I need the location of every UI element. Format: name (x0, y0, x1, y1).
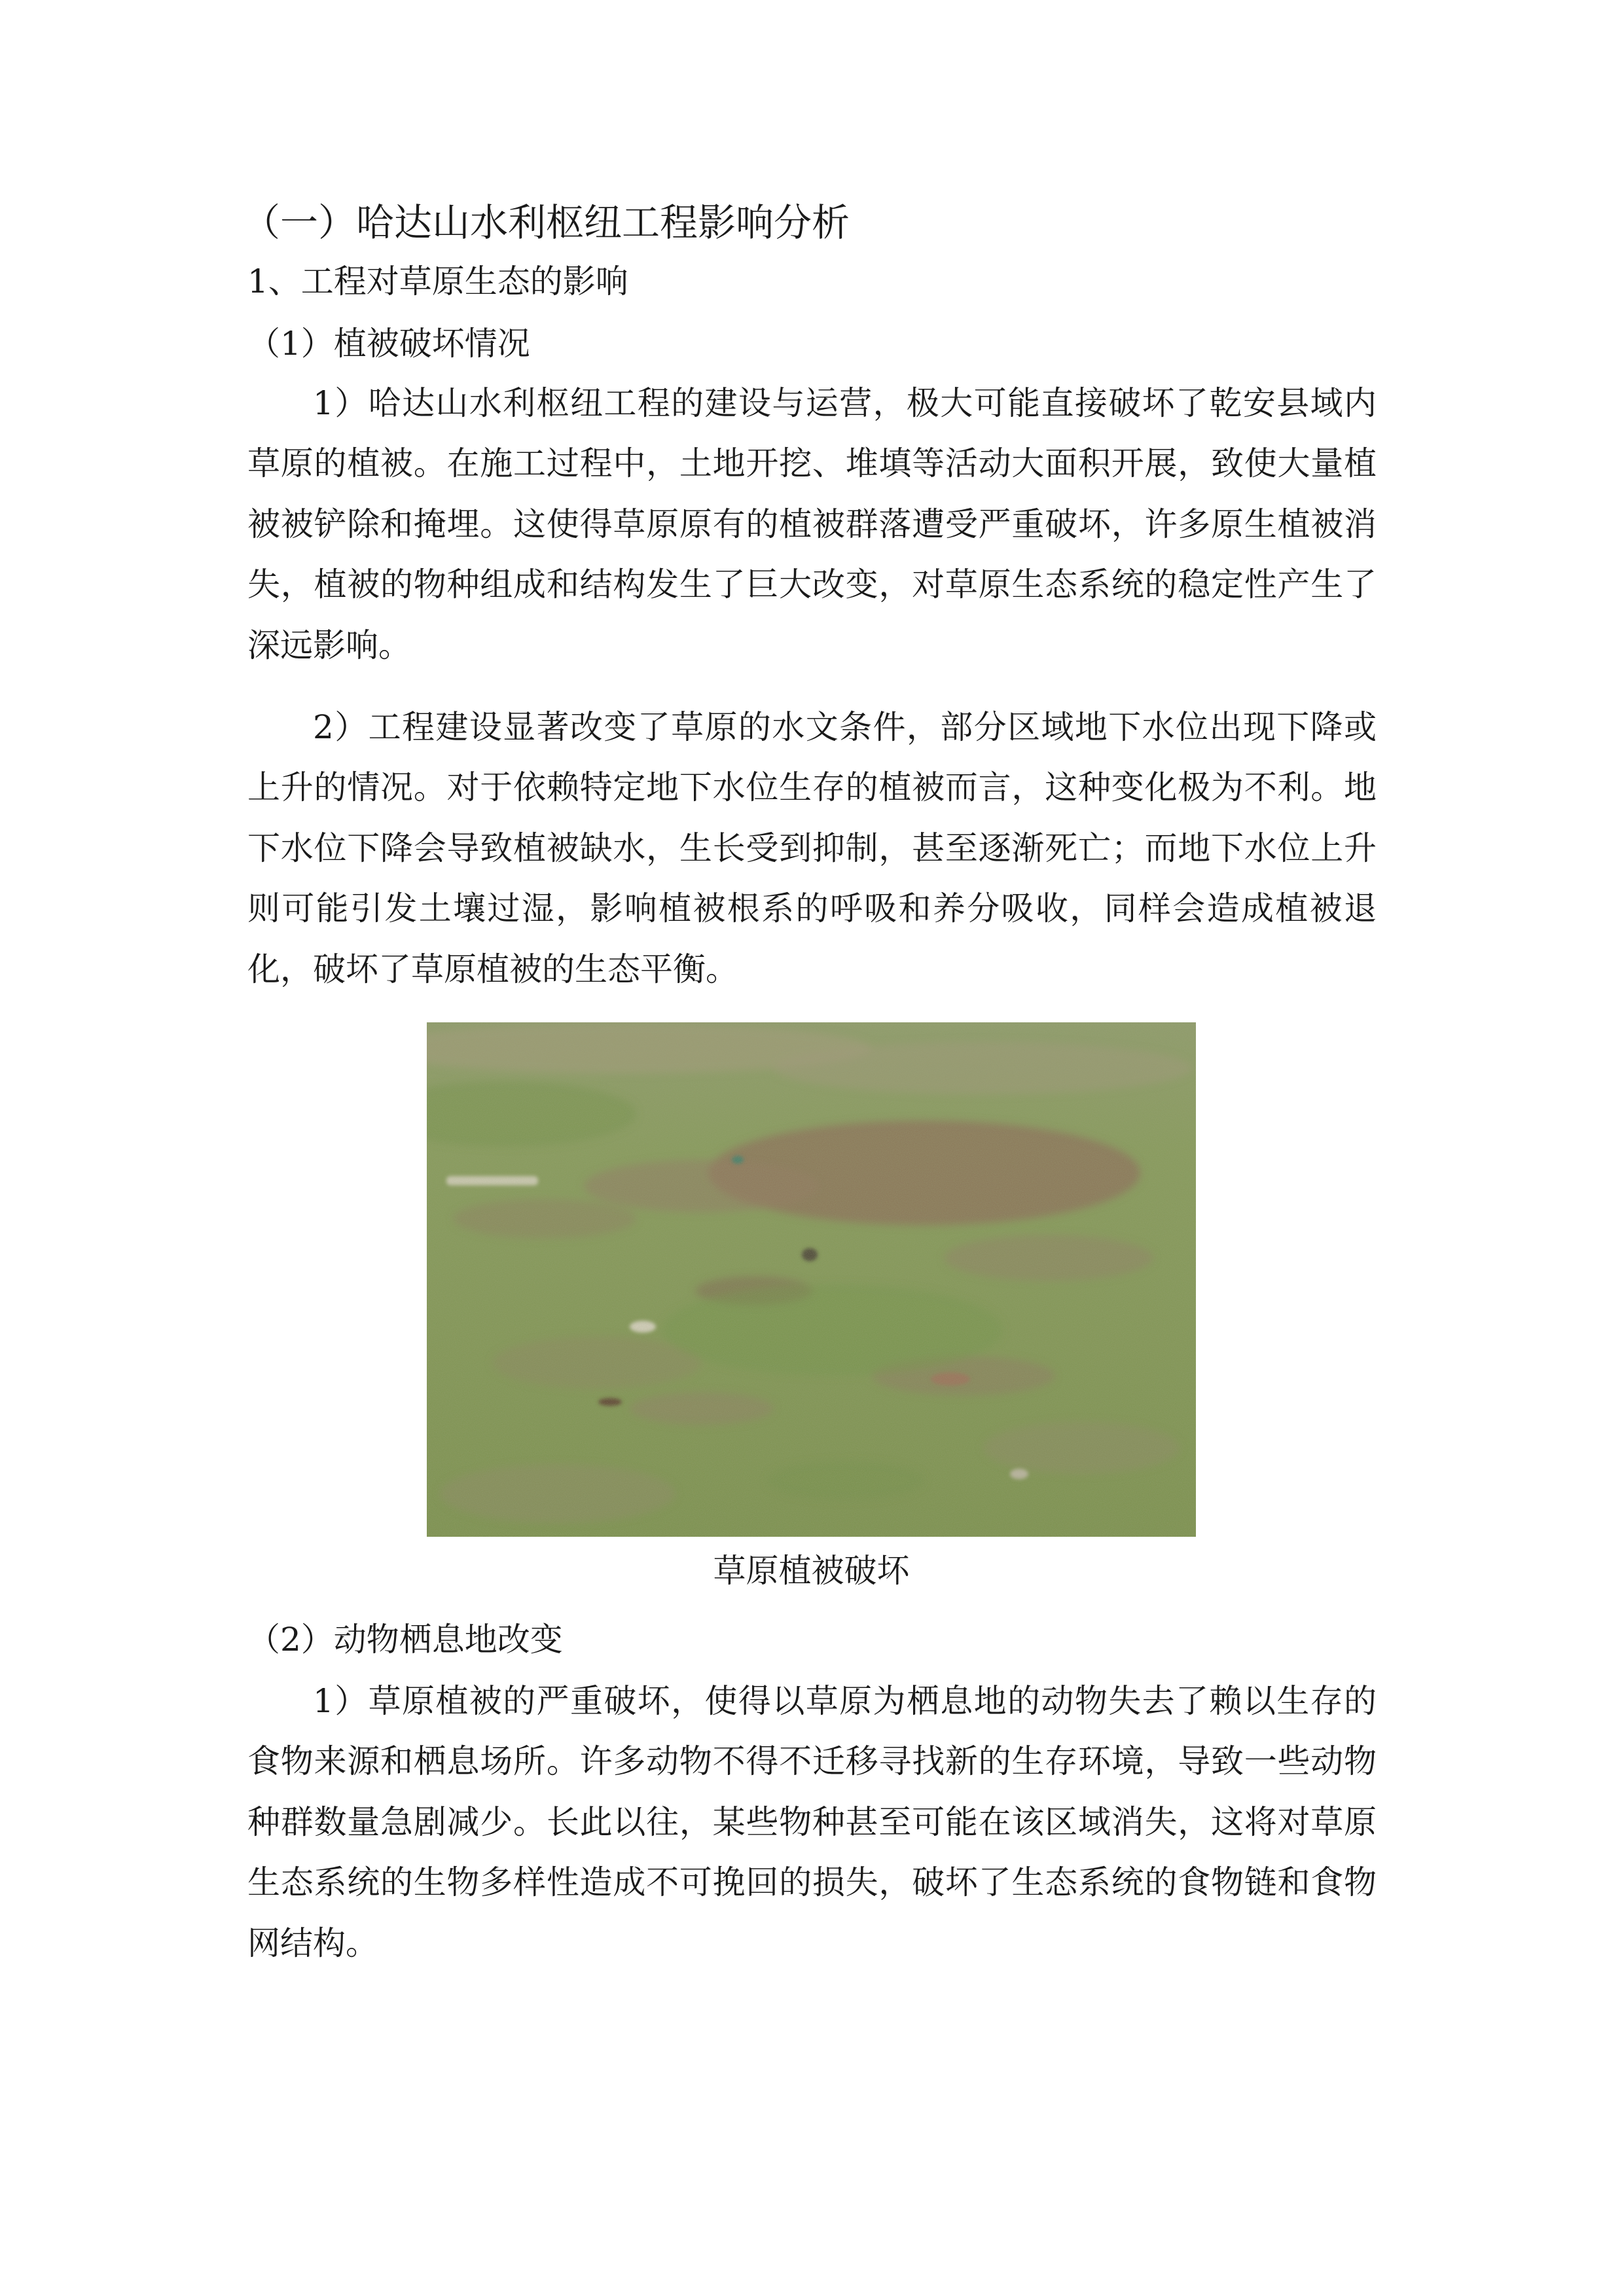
grassland-damage-photo (427, 1022, 1196, 1537)
paragraph-hydrology-change: 2）工程建设显著改变了草原的水文条件，部分区域地下水位出现下降或上升的情况。对于依赖特定地下水位生存的植被而言，这种变化极为不利。地下水位下降会导致植被缺水，生长受到抑制，甚至逐渐死亡；而地下水位上升则可能引发土壤过湿，影响植被根系的呼吸和养分吸收，同样会造成植被退化，破坏了草原植被的生态平衡。 (247, 708, 1377, 988)
section-title: （一）哈达山水利枢纽工程影响分析 (242, 200, 850, 245)
figure-caption: 草原植被破坏 (713, 1552, 910, 1590)
item-heading-habitat: （2）动物栖息地改变 (247, 1621, 563, 1659)
paragraph-habitat-change: 1）草原植被的严重破坏，使得以草原为栖息地的动物失去了赖以生存的食物来源和栖息场所。许多动物不得不迁移寻找新的生存环境，导致一些动物种群数量急剧减少。长此以往，某些物种甚至可能在该区域消失，这将对草原生态系统的生物多样性造成不可挽回的损失，破坏了生态系统的食物链和食物网结构。 (247, 1682, 1377, 1962)
paragraph-vegetation-damage: 1）哈达山水利枢纽工程的建设与运营，极大可能直接破坏了乾安县域内草原的植被。在施工过程中，土地开挖、堆填等活动大面积开展，致使大量植被被铲除和掩埋。这使得草原原有的植被群落遭受严重破坏，许多原生植被消失，植被的物种组成和结构发生了巨大改变，对草原生态系统的稳定性产生了深远影响。 (247, 384, 1377, 664)
item-heading-vegetation: （1）植被破坏情况 (247, 325, 530, 363)
subsection-heading: 1、工程对草原生态的影响 (247, 262, 628, 300)
